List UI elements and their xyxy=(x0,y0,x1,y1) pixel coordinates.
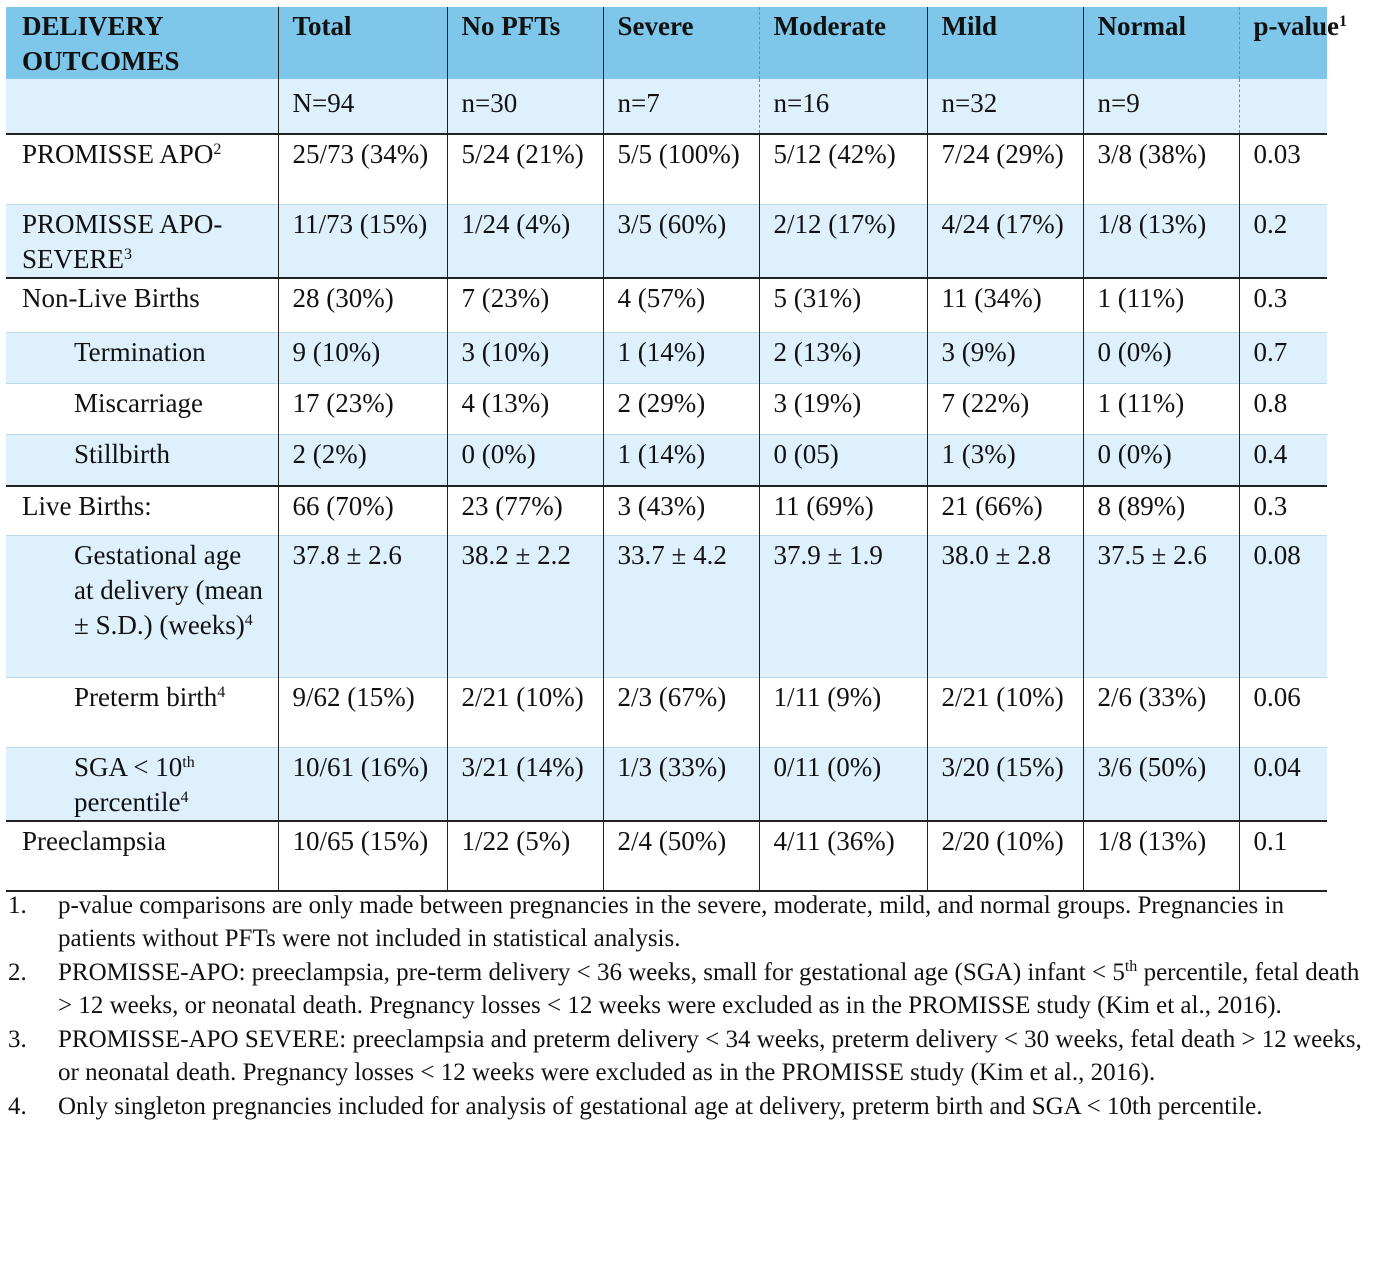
count-mild: n=32 xyxy=(927,79,1083,134)
row-label: Preterm birth$^4$ xyxy=(6,678,278,748)
table-row: PROMISSE APO$^2$ 25/73 (34%) 5/24 (21%) 5/5 (100%) 5/12 (42%) 7/24 (29%) 3/8 (38%) 0.03 xyxy=(6,134,1327,204)
table-row: Preeclampsia 10/65 (15%) 1/22 (5%) 2/4 (50%) 4/11 (36%) 2/20 (10%) 1/8 (13%) 0.1 xyxy=(6,821,1327,891)
header-normal: Normal xyxy=(1083,7,1239,79)
row-label: Gestational age at delivery (mean ± S.D.) (weeks)$^4$ xyxy=(6,536,278,678)
row-label: Stillbirth xyxy=(6,435,278,486)
footnote: 4. Only singleton pregnancies included for analysis of gestational age at delivery, preterm birth and SGA < 10th percentile. xyxy=(8,1093,1263,1120)
table-row: PROMISSE APO-SEVERE$^3$ 11/73 (15%) 1/24 (4%) 3/5 (60%) 2/12 (17%) 4/24 (17%) 1/8 (13%) 0.2 xyxy=(6,204,1327,278)
table-row: Gestational age at delivery (mean ± S.D.) (weeks)$^4$ 37.8 ± 2.6 38.2 ± 2.2 33.7 ± 4.2 37.9 ± 1.9 38.0 ± 2.8 37.5 ± 2.6 0.08 xyxy=(6,536,1327,678)
table-row: Termination 9 (10%) 3 (10%) 1 (14%) 2 (13%) 3 (9%) 0 (0%) 0.7 xyxy=(6,333,1327,384)
table-row: Non-Live Births 28 (30%) 7 (23%) 4 (57%) 5 (31%) 11 (34%) 1 (11%) 0.3 xyxy=(6,278,1327,333)
footnote: 3. PROMISSE-APO SEVERE: preeclampsia and preterm delivery < 34 weeks, preterm delivery < 30 weeks, fetal death > 12 weeks, or neonatal death. Pregnancy losses < 12 weeks were excluded as in the PROMISSE study (Kim et al., 2016). xyxy=(8,1026,1362,1086)
row-label: SGA < 10th percentile$^4$ xyxy=(6,748,278,822)
row-label: Non-Live Births xyxy=(6,278,278,333)
row-label: Preeclampsia xyxy=(6,821,278,891)
table-row: Miscarriage 17 (23%) 4 (13%) 2 (29%) 3 (19%) 7 (22%) 1 (11%) 0.8 xyxy=(6,384,1327,435)
footnotes xyxy=(6,890,1366,1126)
row-label: Termination xyxy=(6,333,278,384)
row-label: Miscarriage xyxy=(6,384,278,435)
count-normal: n=9 xyxy=(1083,79,1239,134)
header-severe: Severe xyxy=(603,7,759,79)
table-row: Stillbirth 2 (2%) 0 (0%) 1 (14%) 0 (05) 1 (3%) 0 (0%) 0.4 xyxy=(6,435,1327,486)
header-row xyxy=(6,7,1327,79)
header-moderate: Moderate xyxy=(759,7,927,79)
table-row: Live Births: 66 (70%) 23 (77%) 3 (43%) 11 (69%) 21 (66%) 8 (89%) 0.3 xyxy=(6,486,1327,536)
delivery-outcomes-table xyxy=(6,7,1348,892)
header-pvalue: p-value$^1$ xyxy=(1239,7,1327,79)
row-label: PROMISSE APO$^2$ xyxy=(6,134,278,204)
header-mild: Mild xyxy=(927,7,1083,79)
count-total: N=94 xyxy=(278,79,447,134)
footnote: 1. p-value comparisons are only made between pregnancies in the severe, moderate, mild, and normal groups. Pregnancies in patients without PFTs were not included in statistical analysis. xyxy=(8,892,1284,952)
sample-size-row xyxy=(6,79,1327,134)
table-row: Preterm birth$^4$ 9/62 (15%) 2/21 (10%) 2/3 (67%) 1/11 (9%) 2/21 (10%) 2/6 (33%) 0.06 xyxy=(6,678,1327,748)
count-no-pfts: n=30 xyxy=(447,79,603,134)
footnote: 2. PROMISSE-APO: preeclampsia, pre-term delivery < 36 weeks, small for gestational age (SGA) infant < 5th percentile, fetal death > 12 weeks, or neonatal death. Pregnancy losses < 12 weeks were excluded as in the PROMISSE study (Kim et al., 2016). xyxy=(8,958,1360,1019)
row-label: Live Births: xyxy=(6,486,278,536)
count-severe: n=7 xyxy=(603,79,759,134)
header-no-pfts: No PFTs xyxy=(447,7,603,79)
table-row: SGA < 10th percentile$^4$ 10/61 (16%) 3/21 (14%) 1/3 (33%) 0/11 (0%) 3/20 (15%) 3/6 (50%) 0.04 xyxy=(6,748,1327,822)
header-total: Total xyxy=(278,7,447,79)
header-delivery-outcomes: DELIVERY OUTCOMES xyxy=(6,7,278,79)
count-moderate: n=16 xyxy=(759,79,927,134)
row-label: PROMISSE APO-SEVERE$^3$ xyxy=(6,204,278,278)
